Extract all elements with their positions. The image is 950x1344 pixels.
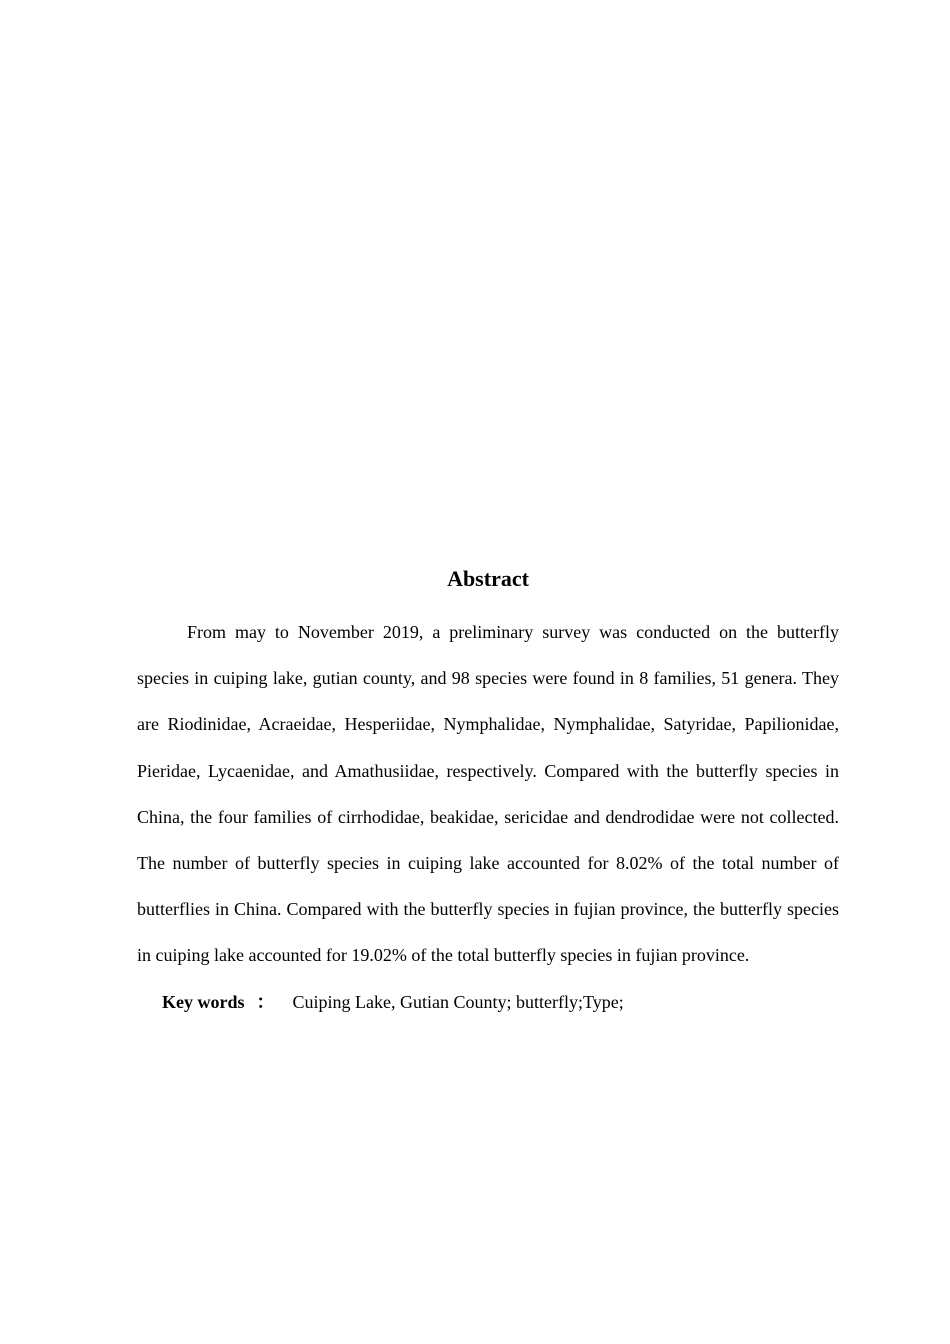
- keywords-line: [137, 979, 839, 1025]
- abstract-body: From may to November 2019, a preliminary survey was conducted on the butterfly species in cuiping lake, gutian county, and 98 species were found in 8 families, 51 genera. They are Riodinidae, Acraeidae, Hesperiidae, Nymphalidae, Nymphalidae, Satyridae, Papilionidae, Pieridae, Lycaenidae, and Amathusiidae, respectively. Compared with the butterfly species in China, the four families of cirrhodidae, beakidae, sericidae and dendrodidae were not collected. The number of butterfly species in cuiping lake accounted for 8.02% of the total number of butterflies in China. Compared with the butterfly species in fujian province, the butterfly species in cuiping lake accounted for 19.02% of the total butterfly species in fujian province.: [137, 622, 839, 966]
- keywords-value: Cuiping Lake, Gutian County; butterfly;Type;: [292, 991, 624, 1012]
- keywords-colon: ：: [256, 991, 275, 1012]
- abstract-section: [137, 563, 839, 1025]
- abstract-title: Abstract: [447, 566, 529, 591]
- keywords-label: Key words: [162, 991, 245, 1012]
